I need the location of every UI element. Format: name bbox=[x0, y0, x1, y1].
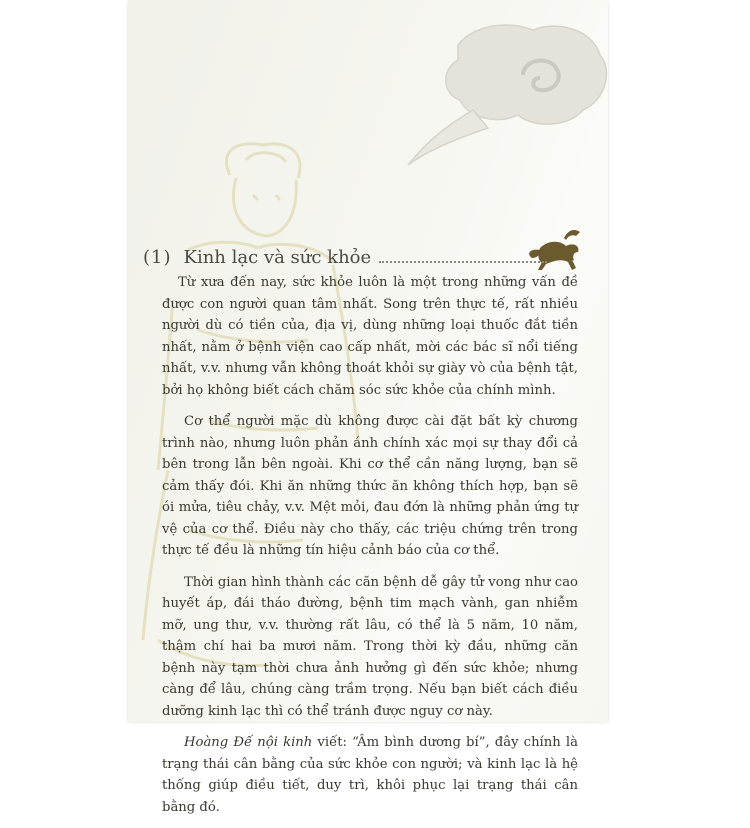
paragraph-2: Cơ thể người mặc dù không được cài đặt bất kỳ chương trình nào, nhưng luôn phản ánh chính xác mọi sự thay đổi cả bên trong lẫn bên ngoài. Khi cơ thể cần năng lượng, bạn sẽ cảm thấy đói. Khi ăn những thức ăn không thích hợp, bạn sẽ ói mửa, tiêu chảy, v.v. Mệt mỏi, đau đớn là những phản ứng tự vệ của cơ thể. Điều này cho thấy, các triệu chứng trên trong thực tế đều là những tín hiệu cảnh báo của cơ thể. bbox=[162, 414, 578, 558]
paragraph-4 bbox=[162, 732, 578, 818]
book-page bbox=[128, 0, 608, 815]
body-text bbox=[162, 272, 578, 828]
heading-dot-leader bbox=[379, 261, 547, 263]
section-number: (1) bbox=[143, 246, 172, 268]
paragraph-4-text: viết: “Âm bình dương bí”, đây chính là trạng thái cân bằng của sức khỏe con người; và kinh lạc là hệ thống giúp điều tiết, duy trì, khôi phục lại trạng thái cân bằng đó. bbox=[162, 735, 578, 815]
book-title-italic: Hoàng Đế nội kinh bbox=[184, 735, 313, 750]
section-heading bbox=[143, 240, 608, 274]
paragraph-1: Từ xưa đến nay, sức khỏe luôn là một trong những vấn đề được con người quan tâm nhất. Song trên thực tế, rất nhiều người dù có tiền của, địa vị, dùng những loại thuốc đắt tiền nhất, nằm ở bệnh viện cao cấp nhất, mời các bác sĩ nổi tiếng nhất, v.v. nhưng vẫn không thoát khỏi sự giày vò của bệnh tật, bởi họ không biết cách chăm sóc sức khỏe của chính mình. bbox=[162, 275, 578, 398]
section-title: Kinh lạc và sức khỏe bbox=[183, 246, 372, 268]
paragraph-3: Thời gian hình thành các căn bệnh dễ gây tử vong như cao huyết áp, đái tháo đường, bệnh tim mạch vành, gan nhiễm mỡ, ung thư, v.v. thường rất lâu, có thể là 5 năm, 10 năm, thậm chí hai ba mươi năm. Trong thời kỳ đầu, những căn bệnh này tạm thời chưa ảnh hưởng gì đến sức khỏe; nhưng càng để lâu, chúng càng trầm trọng. Nếu bạn biết cách điều dưỡng kinh lạc thì có thể tránh được nguy cơ này. bbox=[162, 574, 578, 719]
cloud-ornament-icon bbox=[408, 25, 606, 165]
